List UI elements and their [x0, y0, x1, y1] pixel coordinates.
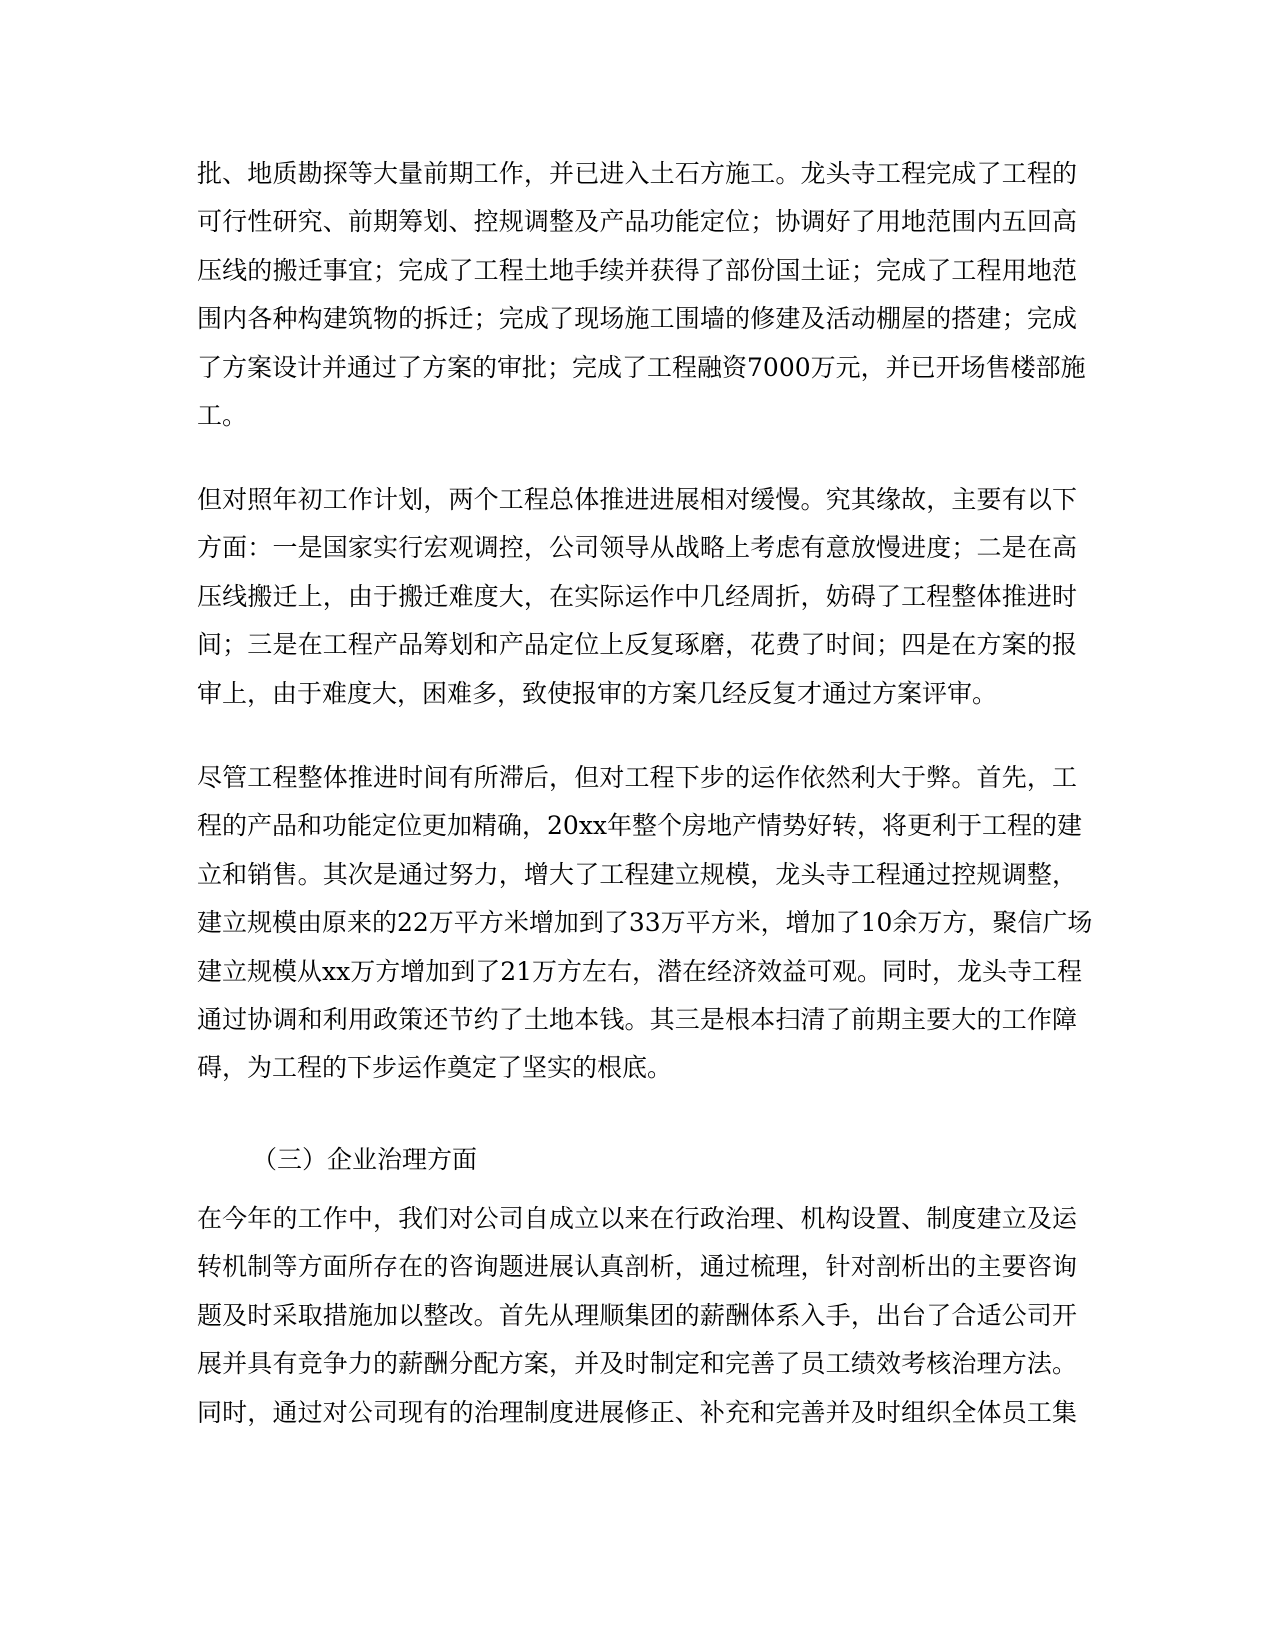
paragraph-line: 展并具有竞争力的薪酬分配方案，并及时制定和完善了员工绩效考核治理方法。 [197, 1349, 1077, 1379]
paragraph-line: 尽管工程整体推进时间有所滞后，但对工程下步的运作依然利大于弊。首先，工 [197, 763, 1077, 792]
paragraph-line: 题及时采取措施加以整改。首先从理顺集团的薪酬体系入手，出台了合适公司开 [197, 1300, 1077, 1330]
paragraph-line: 碍，为工程的下步运作奠定了坚实的根底。 [197, 1053, 673, 1083]
paragraph-line: 压线的搬迁事宜；完成了工程土地手续并获得了部份国土证；完成了工程用地范 [197, 255, 1077, 285]
paragraph-line: 立和销售。其次是通过努力，增大了工程建立规模，龙头寺工程通过控规调整， [197, 859, 1077, 889]
paragraph-line: 工。 [197, 400, 248, 430]
paragraph-line: 但对照年初工作计划，两个工程总体推进进展相对缓慢。究其缘故，主要有以下 [197, 485, 1077, 514]
paragraph-line: 方面：一是国家实行宏观调控，公司领导从战略上考虑有意放慢进度；二是在高 [197, 533, 1077, 563]
paragraph-line: 围内各种构建筑物的拆迁；完成了现场施工围墙的修建及活动棚屋的搭建；完成 [197, 304, 1077, 334]
paragraph-line: 在今年的工作中，我们对公司自成立以来在行政治理、机构设置、制度建立及运 [197, 1204, 1077, 1233]
paragraph-line: 了方案设计并通过了方案的审批；完成了工程融资7000万元，并已开场售楼部施 [197, 352, 1086, 382]
paragraph-project-progress [197, 150, 1086, 440]
paragraph-line: 压线搬迁上，由于搬迁难度大，在实际运作中几经周折，妨碍了工程整体推进时 [197, 581, 1077, 611]
section-heading: （三）企业治理方面 [252, 1145, 478, 1174]
paragraph-line: 间；三是在工程产品筹划和产品定位上反复琢磨，花费了时间；四是在方案的报 [197, 630, 1077, 660]
paragraph-delay-reasons [197, 476, 1077, 718]
paragraph-line: 可行性研究、前期筹划、控规调整及产品功能定位；协调好了用地范围内五回高 [197, 207, 1077, 237]
paragraph-line: 审上，由于难度大，困难多，致使报审的方案几经反复才通过方案评审。 [197, 678, 998, 708]
paragraph-line: 程的产品和功能定位更加精确，20xx年整个房地产情势好转，将更利于工程的建 [197, 811, 1083, 841]
paragraph-management [197, 1195, 1077, 1437]
paragraph-line: 同时，通过对公司现有的治理制度进展修正、补充和完善并及时组织全体员工集 [197, 1397, 1077, 1427]
paragraph-line: 通过协调和利用政策还节约了土地本钱。其三是根本扫清了前期主要大的工作障 [197, 1004, 1077, 1034]
paragraph-line: 建立规模由原来的22万平方米增加到了33万平方米，增加了10余万方，聚信广场 [197, 908, 1093, 938]
paragraph-line: 转机制等方面所存在的咨询题进展认真剖析，通过梳理，针对剖析出的主要咨询 [197, 1252, 1077, 1282]
paragraph-line: 批、地质勘探等大量前期工作，并已进入土石方施工。龙头寺工程完成了工程的 [197, 159, 1077, 188]
paragraph-advantages [197, 754, 1093, 1093]
paragraph-line: 建立规模从xx万方增加到了21万方左右，潜在经济效益可观。同时，龙头寺工程 [197, 956, 1083, 986]
